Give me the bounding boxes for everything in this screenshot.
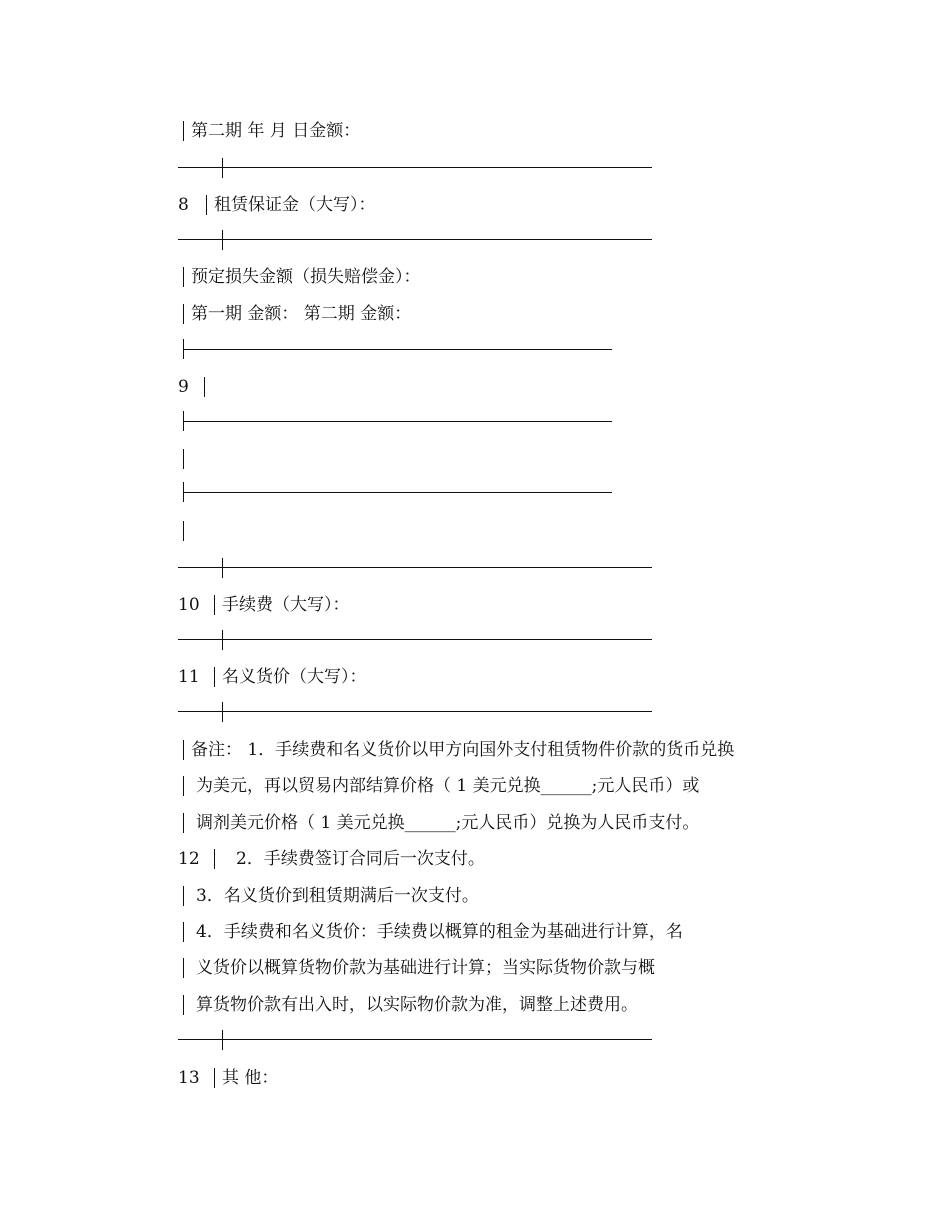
table-cell-text: 手续费（大写）： <box>222 595 350 615</box>
table-divider <box>178 167 652 168</box>
row-number: 13 <box>178 1068 200 1088</box>
table-border <box>183 121 184 141</box>
remarks-text: 4．手续费和名义货价：手续费以概算的租金为基础进行计算，名 <box>196 922 683 942</box>
table-divider <box>178 239 652 240</box>
row-number: 9 <box>178 377 189 397</box>
table-border <box>183 449 184 469</box>
remarks-text: 调剂美元价格（ 1 美元兑换______;元人民币）兑换为人民币支付。 <box>196 813 700 833</box>
table-divider <box>183 492 612 493</box>
table-divider <box>178 711 652 712</box>
table-border <box>206 195 207 215</box>
row-number: 10 <box>178 595 200 615</box>
table-border <box>214 849 215 869</box>
table-cell-text: 其 他： <box>222 1068 279 1088</box>
table-cell-text: 租赁保证金（大写）： <box>214 195 376 215</box>
remarks-text: 算货物价款有出入时，以实际物价款为准，调整上述费用。 <box>196 995 638 1015</box>
table-border <box>183 304 184 324</box>
remarks-text: 2．手续费签订合同后一次支付。 <box>236 849 485 869</box>
table-border <box>183 922 184 942</box>
table-border <box>183 958 184 978</box>
table-border <box>214 595 215 615</box>
table-cell-text: 第一期 金额： 第二期 金额： <box>191 304 412 324</box>
table-divider-tick <box>222 630 223 650</box>
remarks-text: 备注： 1．手续费和名义货价以甲方向国外支付租赁物件价款的货币兑换 <box>191 740 735 760</box>
table-border <box>183 995 184 1015</box>
table-border <box>183 267 184 287</box>
table-divider-tick <box>222 558 223 578</box>
table-divider <box>183 421 612 422</box>
table-divider <box>178 1039 652 1040</box>
table-divider <box>178 639 652 640</box>
table-border <box>183 740 184 760</box>
table-divider-tick <box>222 1030 223 1050</box>
table-border <box>183 813 184 833</box>
remarks-text: 3．名义货价到租赁期满后一次支付。 <box>196 886 479 906</box>
table-cell-text: 第二期 年 月 日金额： <box>191 121 361 141</box>
table-divider-tick <box>222 702 223 722</box>
table-cell-text: 预定损失金额（损失赔偿金）： <box>191 267 421 287</box>
table-cell-text: 名义货价（大写）： <box>222 667 367 687</box>
table-border <box>204 377 205 397</box>
table-divider-tick <box>222 158 223 178</box>
table-divider <box>178 567 652 568</box>
table-border <box>183 776 184 796</box>
table-divider <box>183 349 612 350</box>
table-border <box>183 886 184 906</box>
remarks-text: 为美元，再以贸易内部结算价格（ 1 美元兑换______;元人民币）或 <box>196 776 700 796</box>
table-border <box>214 1068 215 1088</box>
row-number: 8 <box>178 195 189 215</box>
remarks-text: 义货价以概算货物价款为基础进行计算；当实际货物价款与概 <box>196 958 655 978</box>
row-number: 11 <box>178 667 200 687</box>
table-border <box>183 521 184 541</box>
row-number: 12 <box>178 849 200 869</box>
table-divider-tick <box>222 230 223 250</box>
table-border <box>214 667 215 687</box>
